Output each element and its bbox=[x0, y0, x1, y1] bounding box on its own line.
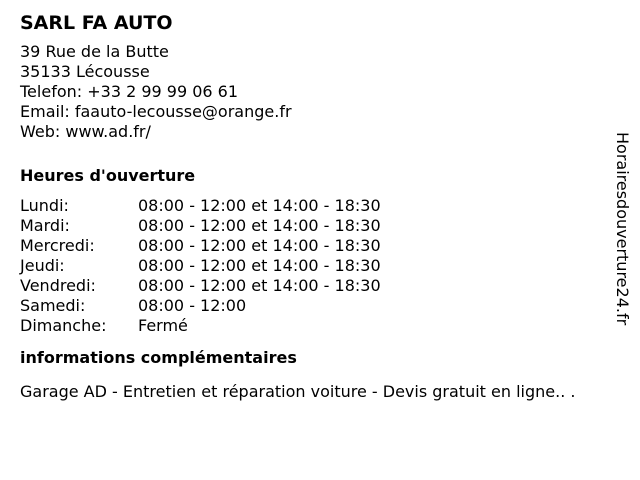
hours-row-monday bbox=[20, 196, 620, 216]
business-name: SARL FA AUTO bbox=[20, 12, 173, 34]
info-heading: informations complémentaires bbox=[20, 348, 297, 367]
address-city: 35133 Lécousse bbox=[20, 62, 150, 81]
day-label: Dimanche: bbox=[20, 316, 107, 335]
day-hours: 08:00 - 12:00 et 14:00 - 18:30 bbox=[138, 236, 381, 255]
day-label: Vendredi: bbox=[20, 276, 96, 295]
hours-heading: Heures d'ouverture bbox=[20, 166, 196, 185]
business-card bbox=[20, 10, 620, 402]
hours-row-friday bbox=[20, 276, 620, 296]
day-hours: 08:00 - 12:00 bbox=[138, 296, 247, 315]
info-description: Garage AD - Entretien et réparation voiture - Devis gratuit en ligne.. . bbox=[20, 382, 576, 401]
day-hours: 08:00 - 12:00 et 14:00 - 18:30 bbox=[138, 216, 381, 235]
site-watermark bbox=[612, 132, 632, 344]
hours-row-saturday bbox=[20, 296, 620, 316]
watermark-text: Horairesdouverture24.fr bbox=[613, 132, 632, 326]
day-hours: 08:00 - 12:00 et 14:00 - 18:30 bbox=[138, 276, 381, 295]
day-hours: 08:00 - 12:00 et 14:00 - 18:30 bbox=[138, 256, 381, 275]
email-address: Email: faauto-lecousse@orange.fr bbox=[20, 102, 292, 121]
address-street: 39 Rue de la Butte bbox=[20, 42, 169, 61]
hours-table bbox=[20, 196, 620, 336]
day-label: Mardi: bbox=[20, 216, 70, 235]
day-label: Jeudi: bbox=[20, 256, 65, 275]
day-label: Samedi: bbox=[20, 296, 86, 315]
day-hours: 08:00 - 12:00 et 14:00 - 18:30 bbox=[138, 196, 381, 215]
hours-row-thursday bbox=[20, 256, 620, 276]
phone-number: Telefon: +33 2 99 99 06 61 bbox=[20, 82, 239, 101]
website: Web: www.ad.fr/ bbox=[20, 122, 151, 141]
hours-row-tuesday bbox=[20, 216, 620, 236]
day-label: Lundi: bbox=[20, 196, 69, 215]
hours-row-sunday bbox=[20, 316, 620, 336]
day-hours: Fermé bbox=[138, 316, 188, 335]
hours-row-wednesday bbox=[20, 236, 620, 256]
day-label: Mercredi: bbox=[20, 236, 95, 255]
